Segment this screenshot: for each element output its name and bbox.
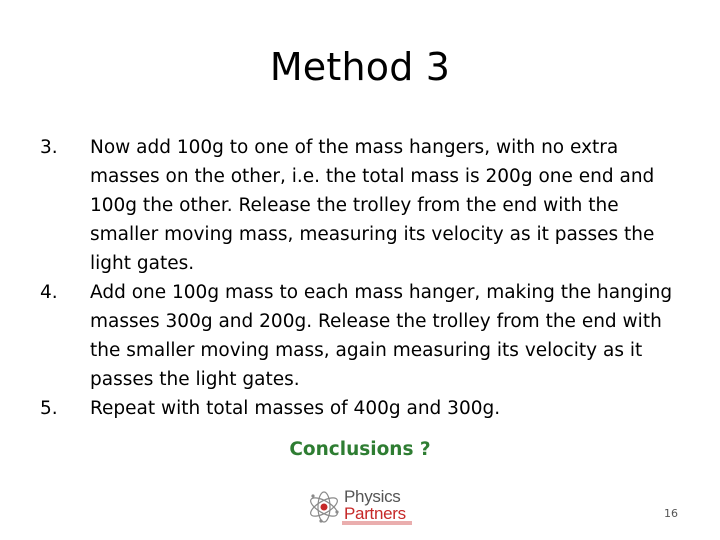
logo-text-partners: Partners	[344, 504, 406, 523]
list-item-text: Now add 100g to one of the mass hangers, with no extra masses on the other, i.e. the total mass is 200g one end and 100g the other. Release the trolley from the end with the smaller moving mass, measuring its velocity as it passes the light gates.	[90, 137, 655, 274]
atom-icon	[306, 487, 342, 527]
list-item	[40, 278, 680, 394]
slide-title: Method 3	[269, 45, 451, 89]
method-steps-list	[40, 133, 680, 423]
list-item	[40, 133, 680, 278]
physics-partners-logo	[306, 487, 418, 527]
list-item-number: 3.	[40, 137, 58, 158]
list-item	[40, 394, 680, 423]
logo-underline	[342, 521, 412, 525]
logo-text-physics: Physics	[344, 487, 401, 506]
list-item-text: Repeat with total masses of 400g and 300g.	[90, 398, 501, 419]
slide-content	[40, 133, 680, 423]
list-item-number: 4.	[40, 282, 58, 303]
page-number: 16	[664, 507, 678, 520]
list-item-text: Add one 100g mass to each mass hanger, making the hanging masses 300g and 200g. Release the trolley from the end with the smaller moving mass, again measuring its velocity as it passes the light gates.	[90, 282, 673, 390]
list-item-number: 5.	[40, 398, 58, 419]
conclusions-prompt: Conclusions ?	[289, 439, 431, 460]
